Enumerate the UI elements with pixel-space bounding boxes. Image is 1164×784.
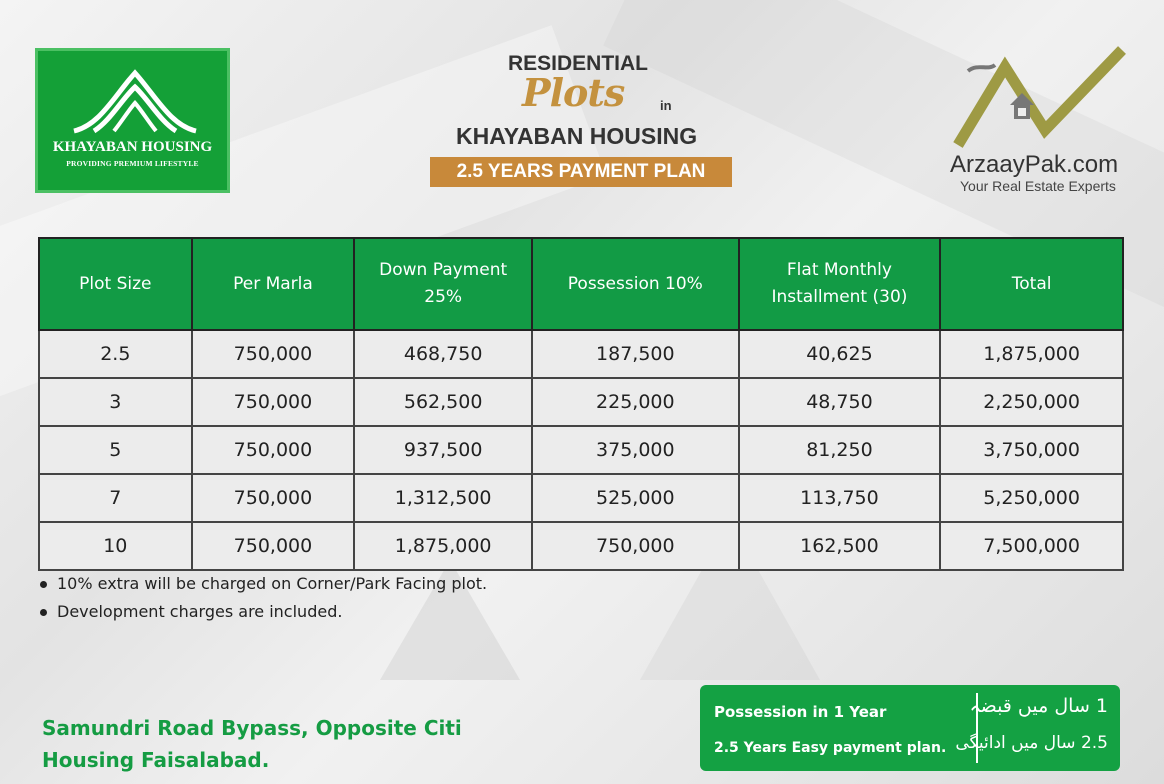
payment-plan-banner: 2.5 YEARS PAYMENT PLAN	[430, 157, 732, 187]
cell-monthly-installment: 113,750	[739, 474, 941, 522]
cell-total: 7,500,000	[940, 522, 1123, 570]
title-in: in	[660, 98, 672, 113]
cell-total: 5,250,000	[940, 474, 1123, 522]
table-row	[39, 330, 1123, 378]
note-item	[40, 602, 487, 621]
cell-possession: 525,000	[532, 474, 739, 522]
khayaban-logo	[35, 48, 230, 193]
cell-total: 2,250,000	[940, 378, 1123, 426]
header-total: Total	[940, 238, 1123, 330]
cell-per-marla: 750,000	[192, 522, 355, 570]
note-text: 10% extra will be charged on Corner/Park Facing plot.	[57, 574, 488, 593]
table-row	[39, 522, 1123, 570]
cell-total: 3,750,000	[940, 426, 1123, 474]
house-chart-logo-icon	[950, 45, 1140, 150]
header-monthly-installment: Flat Monthly Installment (30)	[739, 238, 941, 330]
note-text: Development charges are included.	[57, 602, 343, 621]
promo-possession: Possession in 1 Year	[714, 703, 887, 721]
bullet-icon	[40, 609, 47, 616]
arzaaypak-logo	[950, 45, 1140, 195]
payment-plan-table	[38, 237, 1124, 571]
project-address: Samundri Road Bypass, Opposite Citi Housing Faisalabad.	[42, 716, 462, 772]
cell-down-payment: 1,312,500	[354, 474, 532, 522]
cell-down-payment: 1,875,000	[354, 522, 532, 570]
table-row	[39, 474, 1123, 522]
title-residential: RESIDENTIAL	[508, 52, 649, 75]
cell-per-marla: 750,000	[192, 426, 355, 474]
table-header-row	[39, 238, 1123, 330]
cell-monthly-installment: 162,500	[739, 522, 941, 570]
cell-monthly-installment: 40,625	[739, 330, 941, 378]
promo-box	[700, 685, 1120, 771]
cell-plot-size: 2.5	[39, 330, 192, 378]
table-row	[39, 378, 1123, 426]
notes-list	[40, 574, 487, 630]
cell-plot-size: 3	[39, 378, 192, 426]
promo-urdu-payment: 2.5 سال میں ادائیگی	[955, 733, 1108, 753]
title-block	[430, 50, 732, 190]
cell-down-payment: 937,500	[354, 426, 532, 474]
cell-down-payment: 468,750	[354, 330, 532, 378]
brand-tagline: PROVIDING PREMIUM LIFESTYLE	[66, 159, 199, 168]
table-row	[39, 426, 1123, 474]
header-down-payment: Down Payment 25%	[354, 238, 532, 330]
header-possession: Possession 10%	[532, 238, 739, 330]
cell-plot-size: 7	[39, 474, 192, 522]
cell-possession: 187,500	[532, 330, 739, 378]
cell-per-marla: 750,000	[192, 330, 355, 378]
arch-logo-icon	[70, 65, 200, 137]
title-project: KHAYABAN HOUSING	[456, 123, 698, 149]
bullet-icon	[40, 581, 47, 588]
promo-urdu-possession: 1 سال میں قبضہ	[969, 695, 1108, 717]
cell-per-marla: 750,000	[192, 474, 355, 522]
brand-name: KHAYABAN HOUSING	[52, 139, 213, 155]
cell-possession: 225,000	[532, 378, 739, 426]
header-plot-size: Plot Size	[39, 238, 192, 330]
cell-possession: 375,000	[532, 426, 739, 474]
cell-per-marla: 750,000	[192, 378, 355, 426]
agency-name: ArzaayPak.com	[950, 151, 1119, 178]
cell-monthly-installment: 48,750	[739, 378, 941, 426]
header-per-marla: Per Marla	[192, 238, 355, 330]
cell-plot-size: 5	[39, 426, 192, 474]
cell-plot-size: 10	[39, 522, 192, 570]
promo-payment-plan: 2.5 Years Easy payment plan.	[714, 740, 947, 756]
cell-possession: 750,000	[532, 522, 739, 570]
agency-tagline: Your Real Estate Experts	[960, 178, 1116, 194]
cell-monthly-installment: 81,250	[739, 426, 941, 474]
note-item	[40, 574, 487, 593]
title-plots: Plots	[522, 70, 625, 115]
cell-total: 1,875,000	[940, 330, 1123, 378]
cell-down-payment: 562,500	[354, 378, 532, 426]
